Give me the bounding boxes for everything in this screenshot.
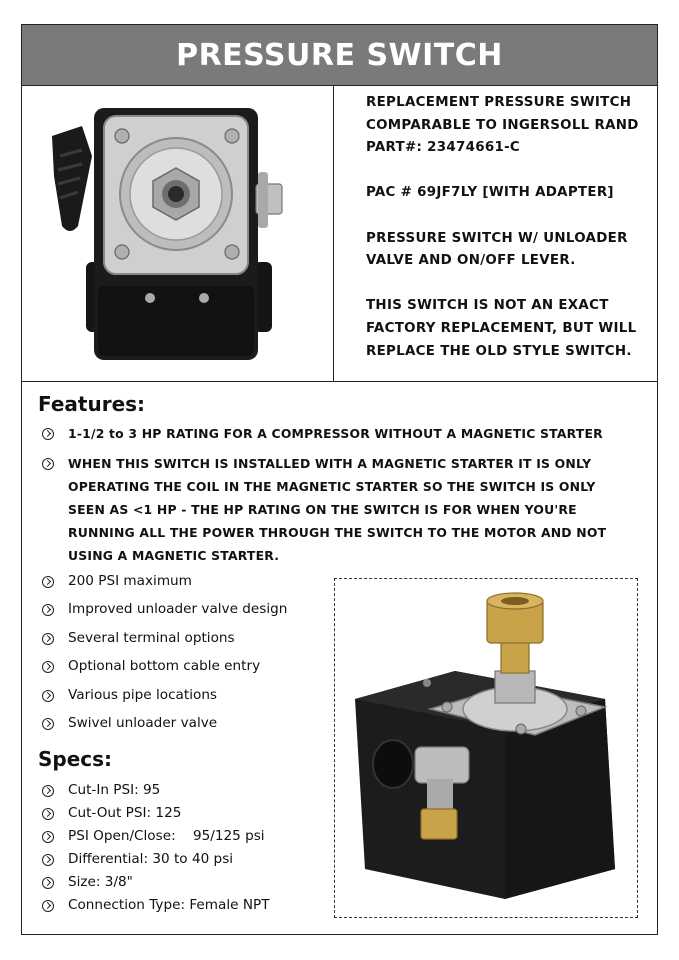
arrow-circle-icon xyxy=(42,428,54,440)
arrow-circle-icon xyxy=(42,808,54,820)
arrow-circle-icon xyxy=(42,877,54,889)
spec-text: Connection Type: Female NPT xyxy=(68,897,270,913)
feature-bullet xyxy=(42,712,217,735)
description-line: COMPARABLE TO INGERSOLL RAND xyxy=(366,117,639,133)
description-line: PART#: 23474661-C xyxy=(366,140,521,156)
arrow-circle-icon xyxy=(42,458,54,470)
spec-bullet xyxy=(42,802,181,825)
feature-bullet xyxy=(42,598,287,621)
feature-bullet xyxy=(42,655,260,678)
arrow-circle-icon xyxy=(42,831,54,843)
feature-text-line: WHEN THIS SWITCH IS INSTALLED WITH A MAGNETIC STARTER IT IS ONLY xyxy=(68,456,592,471)
spec-text: Size: 3/8" xyxy=(68,874,133,890)
spec-bullet xyxy=(42,825,265,848)
feature-text: Improved unloader valve design xyxy=(68,601,288,617)
feature-text-line: OPERATING THE COIL IN THE MAGNETIC STARTER SO THE SWITCH IS ONLY xyxy=(68,479,596,494)
spec-bullet xyxy=(42,894,270,917)
feature-text-line: RUNNING ALL THE POWER THROUGH THE SWITCH TO THE MOTOR AND NOT xyxy=(68,525,607,540)
product-photo-frame xyxy=(334,578,638,918)
feature-text: Swivel unloader valve xyxy=(68,715,218,731)
spec-text: Differential: 30 to 40 psi xyxy=(68,851,234,867)
description-line: FACTORY REPLACEMENT, BUT WILL xyxy=(366,320,637,336)
feature-bullet xyxy=(42,627,235,650)
arrow-circle-icon xyxy=(42,633,54,645)
spec-text: Cut-In PSI: 95 xyxy=(68,782,161,798)
feature-bullet xyxy=(42,570,192,593)
feature-text-line: SEEN AS <1 HP - THE HP RATING ON THE SWITCH IS FOR WHEN YOU'RE xyxy=(68,502,577,517)
features-heading: Features: xyxy=(38,392,146,416)
description-line: PRESSURE SWITCH W/ UNLOADER xyxy=(366,230,628,246)
product-description xyxy=(366,92,656,386)
feature-text xyxy=(68,452,606,567)
arrow-circle-icon xyxy=(42,785,54,797)
spec-text: PSI Open/Close: 95/125 psi xyxy=(68,828,265,844)
arrow-circle-icon xyxy=(42,690,54,702)
pressure-switch-front-image xyxy=(22,86,334,382)
description-block xyxy=(366,182,656,205)
arrow-circle-icon xyxy=(42,718,54,730)
feature-text: Several terminal options xyxy=(68,630,235,646)
description-block xyxy=(366,228,656,273)
feature-bullet xyxy=(42,422,603,445)
feature-text-line: USING A MAGNETIC STARTER. xyxy=(68,548,280,563)
arrow-circle-icon xyxy=(42,604,54,616)
title-banner xyxy=(22,25,657,86)
description-block xyxy=(366,295,656,363)
feature-bullet xyxy=(42,684,217,707)
arrow-circle-icon xyxy=(42,576,54,588)
description-line: REPLACEMENT PRESSURE SWITCH xyxy=(366,95,632,110)
page-title: PRESSURE SWITCH xyxy=(176,37,503,73)
front-photo-cell xyxy=(22,86,334,381)
description-line: THIS SWITCH IS NOT AN EXACT xyxy=(366,298,609,314)
specs-heading: Specs: xyxy=(38,747,113,771)
feature-text: Various pipe locations xyxy=(68,687,218,703)
arrow-circle-icon xyxy=(42,854,54,866)
description-block xyxy=(366,92,656,160)
description-line: VALVE AND ON/OFF LEVER. xyxy=(366,253,576,269)
feature-text: 200 PSI maximum xyxy=(68,573,192,589)
feature-bullet xyxy=(42,452,606,567)
arrow-circle-icon xyxy=(42,661,54,673)
product-sheet xyxy=(21,24,658,935)
arrow-circle-icon xyxy=(42,900,54,912)
feature-text: Optional bottom cable entry xyxy=(68,658,261,674)
feature-text: 1-1/2 to 3 HP RATING FOR A COMPRESSOR WITHOUT A MAGNETIC STARTER xyxy=(68,426,603,441)
spec-bullet xyxy=(42,779,160,802)
description-line: PAC # 69JF7LY [WITH ADAPTER] xyxy=(366,185,614,201)
spec-text: Cut-Out PSI: 125 xyxy=(68,805,182,821)
spec-bullet xyxy=(42,871,133,894)
description-line: REPLACE THE OLD STYLE SWITCH. xyxy=(366,343,632,359)
spec-bullet xyxy=(42,848,233,871)
top-section xyxy=(22,86,657,382)
pressure-switch-angle-image xyxy=(335,579,637,917)
